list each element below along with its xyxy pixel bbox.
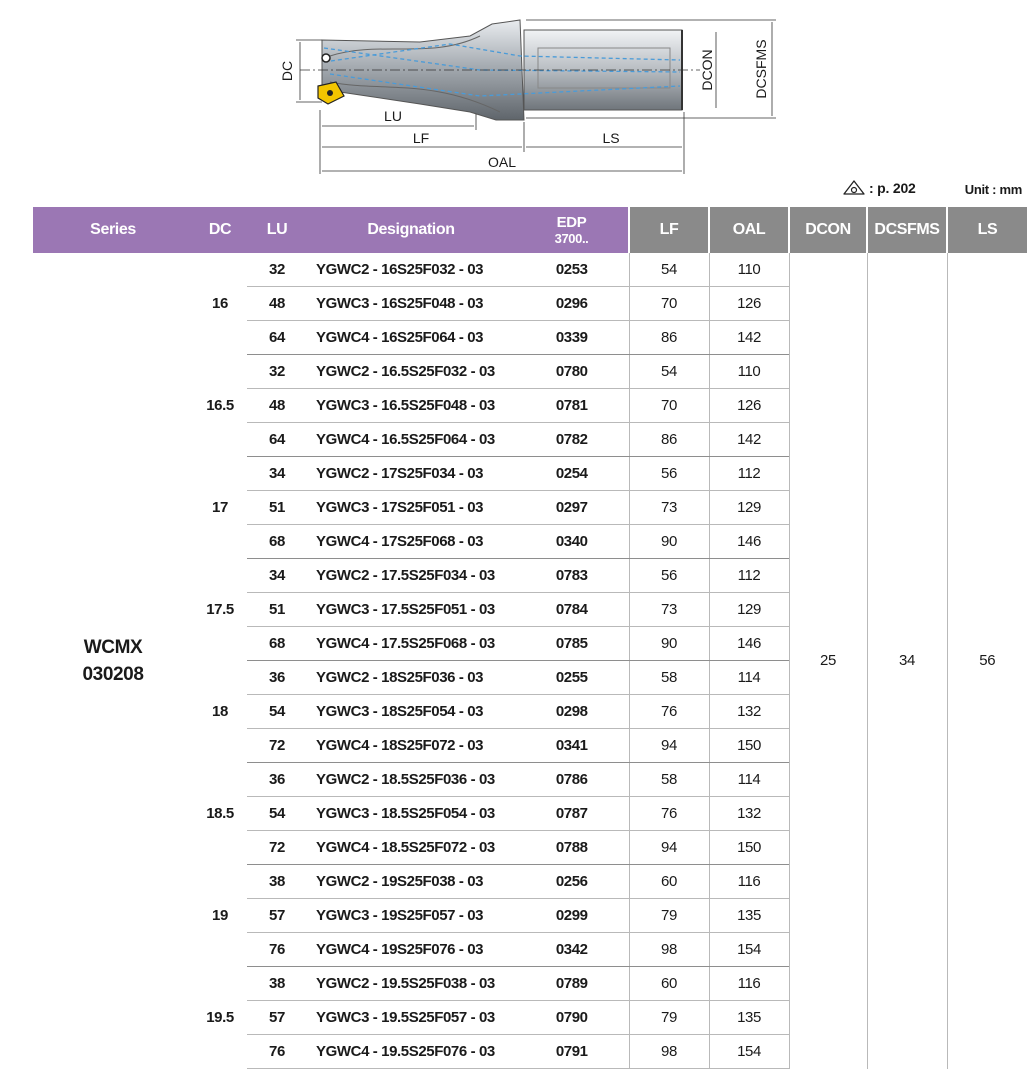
header-oal: OAL (709, 207, 789, 253)
designation-cell: YGWC2 - 16.5S25F032 - 03 (307, 355, 515, 389)
edp-cell: 0296 (515, 287, 629, 321)
lu-cell: 32 (247, 253, 307, 287)
lf-cell: 58 (629, 763, 709, 797)
oal-cell: 154 (709, 933, 789, 967)
edp-cell: 0785 (515, 627, 629, 661)
designation-cell: YGWC2 - 18S25F036 - 03 (307, 661, 515, 695)
oal-cell: 112 (709, 457, 789, 491)
lf-cell: 58 (629, 661, 709, 695)
dc-cell: 16 (212, 295, 228, 313)
designation-cell: YGWC3 - 19S25F057 - 03 (307, 899, 515, 933)
lu-cell: 57 (247, 899, 307, 933)
oal-cell: 129 (709, 491, 789, 525)
dc-cell: 16.5 (206, 397, 234, 414)
lf-cell: 70 (629, 287, 709, 321)
oal-cell: 110 (709, 253, 789, 287)
designation-cell: YGWC4 - 17.5S25F068 - 03 (307, 627, 515, 661)
lf-cell: 73 (629, 593, 709, 627)
lu-cell: 64 (247, 423, 307, 457)
oal-cell: 114 (709, 763, 789, 797)
lf-cell: 70 (629, 389, 709, 423)
designation-cell: YGWC2 - 17S25F034 - 03 (307, 457, 515, 491)
edp-cell: 0791 (515, 1035, 629, 1069)
oal-cell: 150 (709, 729, 789, 763)
dcon-cell: 25 (789, 253, 867, 1069)
oal-cell: 110 (709, 355, 789, 389)
edp-cell: 0341 (515, 729, 629, 763)
lf-cell: 56 (629, 559, 709, 593)
oal-cell: 126 (709, 389, 789, 423)
designation-cell: YGWC3 - 19.5S25F057 - 03 (307, 1001, 515, 1035)
edp-cell: 0786 (515, 763, 629, 797)
dc-cell: 19.5 (206, 1009, 234, 1026)
lu-cell: 34 (247, 559, 307, 593)
edp-cell: 0784 (515, 593, 629, 627)
dim-label-dcsfms: DCSFMS (753, 39, 769, 99)
series-code: 030208 (82, 663, 144, 685)
designation-cell: YGWC3 - 18S25F054 - 03 (307, 695, 515, 729)
lu-cell: 68 (247, 525, 307, 559)
edp-cell: 0255 (515, 661, 629, 695)
edp-cell: 0781 (515, 389, 629, 423)
lu-cell: 76 (247, 1035, 307, 1069)
lu-cell: 36 (247, 661, 307, 695)
designation-cell: YGWC3 - 16S25F048 - 03 (307, 287, 515, 321)
lf-cell: 60 (629, 967, 709, 1001)
dim-label-dcon: DCON (699, 49, 715, 91)
oal-cell: 146 (709, 525, 789, 559)
edp-cell: 0782 (515, 423, 629, 457)
tool-dimension-diagram (0, 0, 1032, 180)
dc-cell: 19 (212, 907, 228, 924)
lf-cell: 73 (629, 491, 709, 525)
edp-cell: 0297 (515, 491, 629, 525)
oal-cell: 132 (709, 797, 789, 831)
oal-cell: 116 (709, 865, 789, 899)
edp-cell: 0299 (515, 899, 629, 933)
dc-cell: 18 (212, 703, 228, 720)
designation-cell: YGWC4 - 19S25F076 - 03 (307, 933, 515, 967)
edp-cell: 0787 (515, 797, 629, 831)
lf-cell: 98 (629, 1035, 709, 1069)
lu-cell: 32 (247, 355, 307, 389)
dcsfms-cell: 34 (867, 253, 947, 1069)
lu-cell: 38 (247, 865, 307, 899)
dim-label-oal: OAL (487, 154, 517, 170)
oal-cell: 112 (709, 559, 789, 593)
lf-cell: 79 (629, 899, 709, 933)
oal-cell: 135 (709, 1001, 789, 1035)
lu-cell: 64 (247, 321, 307, 355)
dc-cell: 18.5 (206, 805, 234, 822)
dim-label-dc: DC (279, 60, 295, 82)
edp-cell: 0780 (515, 355, 629, 389)
lf-cell: 98 (629, 933, 709, 967)
lu-cell: 68 (247, 627, 307, 661)
lu-cell: 36 (247, 763, 307, 797)
insert-reference (842, 180, 916, 196)
table-body (33, 253, 1027, 1069)
lf-cell: 56 (629, 457, 709, 491)
oal-cell: 150 (709, 831, 789, 865)
lu-cell: 51 (247, 491, 307, 525)
insert-reference-text: : p. 202 (869, 180, 916, 196)
lu-cell: 48 (247, 287, 307, 321)
designation-cell: YGWC4 - 18.5S25F072 - 03 (307, 831, 515, 865)
lu-cell: 48 (247, 389, 307, 423)
edp-cell: 0254 (515, 457, 629, 491)
dim-label-lf: LF (412, 130, 430, 146)
header-designation: Designation (307, 207, 515, 253)
edp-cell: 0790 (515, 1001, 629, 1035)
oal-cell: 116 (709, 967, 789, 1001)
header-dcsfms: DCSFMS (867, 207, 947, 253)
designation-cell: YGWC2 - 19S25F038 - 03 (307, 865, 515, 899)
dc-cell: 17.5 (206, 601, 234, 618)
oal-cell: 154 (709, 1035, 789, 1069)
series-cell (33, 253, 193, 1069)
edp-cell: 0256 (515, 865, 629, 899)
lf-cell: 54 (629, 253, 709, 287)
header-ls: LS (947, 207, 1027, 253)
header-edp-line1: EDP (556, 213, 587, 231)
edp-cell: 0789 (515, 967, 629, 1001)
ls-cell: 56 (947, 253, 1027, 1069)
lf-cell: 86 (629, 423, 709, 457)
oal-cell: 126 (709, 287, 789, 321)
designation-cell: YGWC3 - 16.5S25F048 - 03 (307, 389, 515, 423)
oal-cell: 142 (709, 423, 789, 457)
oal-cell: 129 (709, 593, 789, 627)
dim-label-lu: LU (384, 108, 402, 124)
lf-cell: 94 (629, 729, 709, 763)
oal-cell: 132 (709, 695, 789, 729)
dim-label-ls: LS (602, 130, 620, 146)
lf-cell: 54 (629, 355, 709, 389)
designation-cell: YGWC2 - 18.5S25F036 - 03 (307, 763, 515, 797)
edp-cell: 0339 (515, 321, 629, 355)
series-name: WCMX (83, 636, 143, 658)
lf-cell: 90 (629, 525, 709, 559)
lf-cell: 76 (629, 797, 709, 831)
edp-cell: 0783 (515, 559, 629, 593)
header-lf: LF (629, 207, 709, 253)
header-edp-line2: 3700.. (554, 230, 589, 246)
edp-cell: 0253 (515, 253, 629, 287)
designation-cell: YGWC2 - 16S25F032 - 03 (307, 253, 515, 287)
designation-cell: YGWC4 - 19.5S25F076 - 03 (307, 1035, 515, 1069)
header-edp (515, 207, 629, 253)
lf-cell: 76 (629, 695, 709, 729)
designation-cell: YGWC4 - 18S25F072 - 03 (307, 729, 515, 763)
edp-cell: 0342 (515, 933, 629, 967)
lu-cell: 76 (247, 933, 307, 967)
lu-cell: 72 (247, 831, 307, 865)
header-dc: DC (193, 207, 247, 253)
lf-cell: 60 (629, 865, 709, 899)
lu-cell: 34 (247, 457, 307, 491)
designation-cell: YGWC3 - 17.5S25F051 - 03 (307, 593, 515, 627)
edp-cell: 0788 (515, 831, 629, 865)
designation-cell: YGWC3 - 17S25F051 - 03 (307, 491, 515, 525)
designation-cell: YGWC4 - 17S25F068 - 03 (307, 525, 515, 559)
header-lu: LU (247, 207, 307, 253)
oal-cell: 146 (709, 627, 789, 661)
header-dcon: DCON (789, 207, 867, 253)
edp-cell: 0298 (515, 695, 629, 729)
edp-cell: 0340 (515, 525, 629, 559)
lu-cell: 72 (247, 729, 307, 763)
designation-cell: YGWC2 - 19.5S25F038 - 03 (307, 967, 515, 1001)
lu-cell: 51 (247, 593, 307, 627)
header-series: Series (33, 207, 193, 253)
oal-cell: 135 (709, 899, 789, 933)
oal-cell: 114 (709, 661, 789, 695)
designation-cell: YGWC4 - 16S25F064 - 03 (307, 321, 515, 355)
spec-table (33, 207, 1027, 1069)
unit-label: Unit : mm (964, 182, 1022, 197)
lf-cell: 90 (629, 627, 709, 661)
insert-shape-icon (842, 180, 866, 196)
lu-cell: 54 (247, 695, 307, 729)
oal-cell: 142 (709, 321, 789, 355)
designation-cell: YGWC2 - 17.5S25F034 - 03 (307, 559, 515, 593)
lu-cell: 38 (247, 967, 307, 1001)
table-row (33, 253, 1027, 287)
designation-cell: YGWC4 - 16.5S25F064 - 03 (307, 423, 515, 457)
designation-cell: YGWC3 - 18.5S25F054 - 03 (307, 797, 515, 831)
table-header (33, 207, 1027, 253)
lf-cell: 79 (629, 1001, 709, 1035)
lf-cell: 86 (629, 321, 709, 355)
lu-cell: 57 (247, 1001, 307, 1035)
lu-cell: 54 (247, 797, 307, 831)
insert-screw-icon (322, 54, 330, 62)
dc-cell: 17 (212, 499, 228, 516)
lf-cell: 94 (629, 831, 709, 865)
